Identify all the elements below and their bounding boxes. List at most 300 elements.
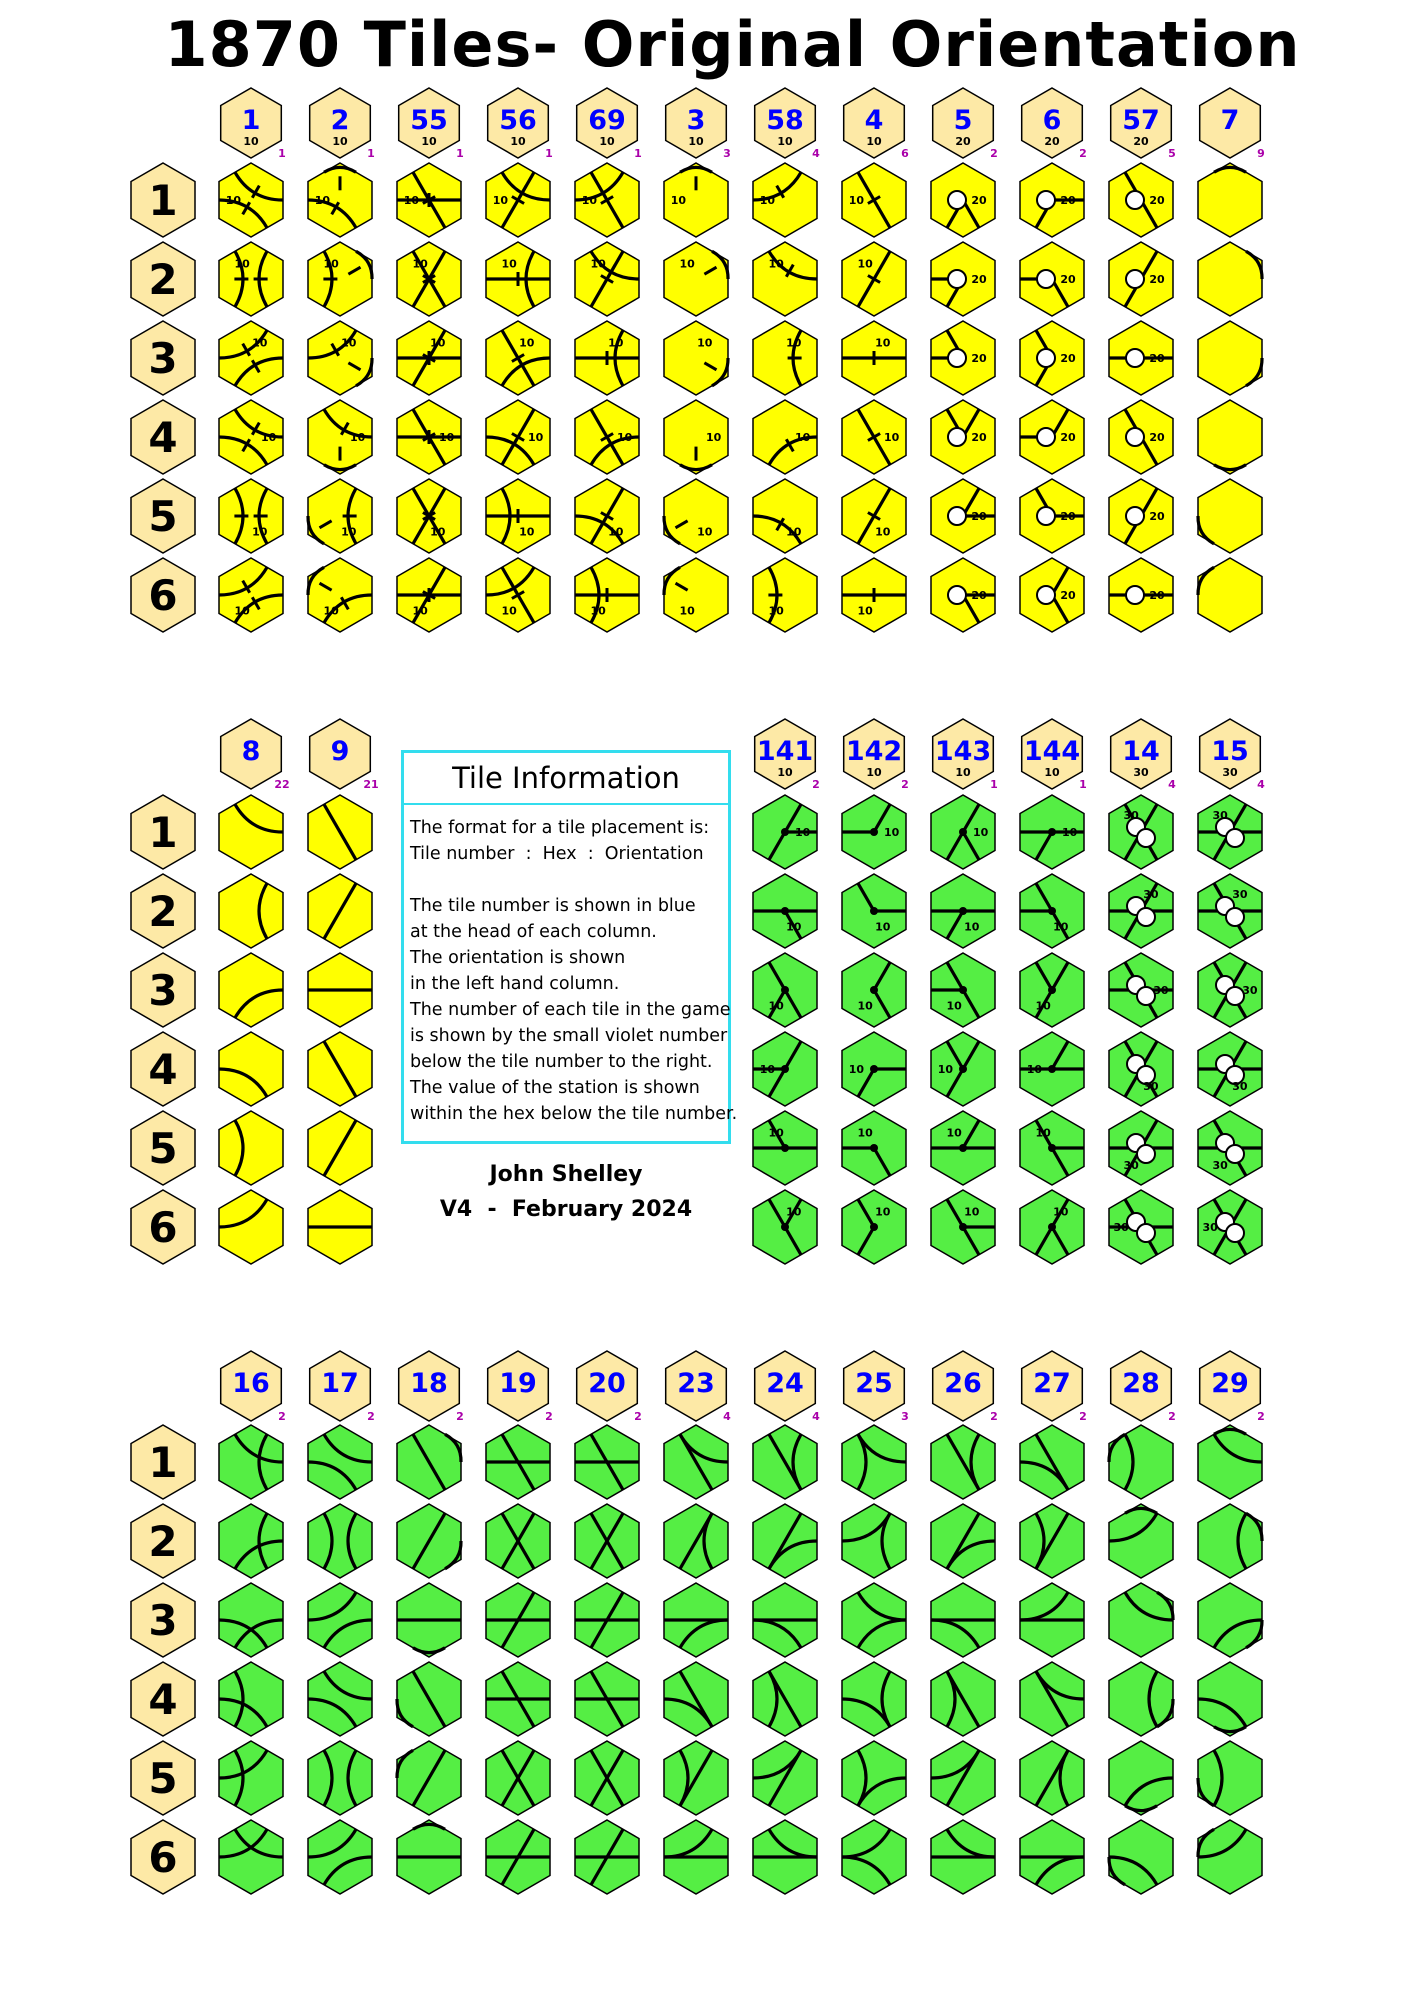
- tile-hex: [308, 1741, 372, 1815]
- station-value: 10: [527, 431, 544, 444]
- tile-header-143: [933, 719, 998, 791]
- station-value: 10: [501, 604, 517, 618]
- station-value: 10: [759, 1063, 776, 1076]
- station-value: 10: [875, 525, 891, 539]
- tile-29-orientation-6: [1198, 1820, 1262, 1894]
- tile-18-orientation-4: [397, 1662, 461, 1736]
- tile-57-orientation-1: [1109, 163, 1173, 237]
- tile-5-orientation-5: [931, 479, 995, 553]
- town-dot: [959, 828, 967, 836]
- tile-number: 24: [766, 1368, 804, 1399]
- tile-header-7: [1200, 88, 1265, 160]
- orientation-number: 4: [148, 1045, 178, 1094]
- tile-8-orientation-4: [219, 1032, 283, 1106]
- station-value: 10: [875, 1205, 891, 1219]
- tile-19-orientation-6: [486, 1820, 550, 1894]
- tile-28-orientation-3: [1109, 1583, 1173, 1657]
- tile-57-orientation-3: [1109, 321, 1173, 395]
- station-value: 10: [972, 826, 989, 839]
- tile-number: 6: [1042, 105, 1062, 136]
- station-value: 10: [946, 1126, 962, 1140]
- tile-count: 1: [1079, 778, 1087, 791]
- tile-58-orientation-6: [753, 558, 817, 632]
- tile-19-orientation-3: [486, 1583, 550, 1657]
- tile-141-orientation-6: [753, 1190, 817, 1264]
- tile-55-orientation-3: [397, 321, 461, 395]
- tile-7-orientation-6: [1198, 558, 1262, 632]
- orientation-label: [131, 874, 195, 948]
- info-line: is shown by the small violet number: [410, 1026, 728, 1046]
- info-line: in the left hand column.: [410, 974, 620, 994]
- station-value: 10: [314, 194, 331, 207]
- city-circle: [1226, 1145, 1244, 1163]
- tile-header-8: [221, 719, 290, 791]
- tile-number: 14: [1122, 736, 1160, 767]
- station-value: 10: [590, 257, 606, 271]
- tile-count: 2: [367, 1410, 375, 1423]
- tile-17-orientation-2: [308, 1504, 372, 1578]
- tile-number: 8: [241, 736, 261, 767]
- orientation-number: 1: [148, 808, 178, 857]
- tile-55-orientation-4: [397, 400, 461, 474]
- station-value: 10: [857, 1126, 873, 1140]
- tile-141-orientation-4: [753, 1032, 817, 1106]
- tile-count: 4: [1257, 778, 1265, 791]
- tile-header-6: [1022, 88, 1087, 160]
- tile-number: 55: [410, 105, 448, 136]
- station-value: 30: [1212, 1159, 1228, 1173]
- info-line: at the head of each column.: [410, 922, 657, 942]
- station-value: 10: [1053, 1205, 1069, 1219]
- tile-count: 2: [1079, 1410, 1087, 1423]
- orientation-number: 2: [148, 887, 178, 936]
- tile-count: 9: [1257, 147, 1265, 160]
- orientation-label: [131, 400, 195, 474]
- tile-14-orientation-1: [1109, 795, 1173, 869]
- tile-14-orientation-2: [1109, 874, 1173, 948]
- orientation-label: [131, 1032, 195, 1106]
- town-dot: [781, 828, 789, 836]
- tile-number: 28: [1122, 1368, 1160, 1399]
- station-value: 20: [1060, 510, 1076, 523]
- tile-number: 29: [1211, 1368, 1249, 1399]
- tile-1-orientation-5: [219, 479, 283, 553]
- station-value: 10: [768, 604, 784, 618]
- tile-143-orientation-2: [931, 874, 995, 948]
- town-dot: [781, 907, 789, 915]
- orientation-number: 1: [148, 1438, 178, 1487]
- station-value: 10: [323, 604, 339, 618]
- author-name: John Shelley: [489, 1162, 643, 1187]
- tile-25-orientation-3: [842, 1583, 906, 1657]
- city-circle: [1126, 428, 1144, 446]
- tile-24-orientation-5: [753, 1741, 817, 1815]
- tile-number: 56: [499, 105, 537, 136]
- tile-57-orientation-6: [1109, 558, 1173, 632]
- tile-number: 18: [410, 1368, 448, 1399]
- tile-hex: [664, 558, 728, 632]
- tile-6-orientation-1: [1020, 163, 1084, 237]
- town-dot: [1048, 1144, 1056, 1152]
- tile-count: 2: [990, 147, 998, 160]
- tile-count: 2: [1168, 1410, 1176, 1423]
- tile-number: 15: [1211, 736, 1249, 767]
- tile-23-orientation-6: [664, 1820, 728, 1894]
- tile-8-orientation-3: [219, 953, 283, 1027]
- tile-26-orientation-6: [931, 1820, 995, 1894]
- city-circle: [1126, 349, 1144, 367]
- station-value: 30: [1113, 1221, 1129, 1234]
- tile-7-orientation-2: [1198, 242, 1262, 316]
- info-line: below the tile number to the right.: [410, 1052, 713, 1072]
- station-value: 10: [688, 135, 704, 148]
- tile-7-orientation-3: [1198, 321, 1262, 395]
- tile-number: 19: [499, 1368, 537, 1399]
- city-circle: [1137, 1224, 1155, 1242]
- tile-header-28: [1111, 1351, 1176, 1423]
- station-value: 20: [1149, 352, 1165, 365]
- tile-hex: [1198, 1504, 1262, 1578]
- tile-144-orientation-1: [1020, 795, 1084, 869]
- tile-18-orientation-1: [397, 1425, 461, 1499]
- tile-144-orientation-5: [1020, 1111, 1084, 1185]
- tile-15-orientation-6: [1198, 1190, 1262, 1264]
- station-value: 10: [875, 336, 891, 350]
- town-dot: [959, 1223, 967, 1231]
- tile-16-orientation-2: [219, 1504, 283, 1578]
- tile-19-orientation-5: [486, 1741, 550, 1815]
- station-value: 20: [971, 431, 987, 444]
- station-value: 10: [768, 1126, 784, 1140]
- tile-8-orientation-2: [219, 874, 283, 948]
- tile-143-orientation-3: [931, 953, 995, 1027]
- tile-29-orientation-4: [1198, 1662, 1262, 1736]
- tile-27-orientation-3: [1020, 1583, 1084, 1657]
- tile-2-orientation-6: [308, 558, 372, 632]
- station-value: 10: [759, 194, 776, 207]
- station-value: 30: [1222, 766, 1238, 779]
- tile-7-orientation-1: [1198, 163, 1262, 237]
- tile-5-orientation-2: [931, 242, 995, 316]
- tile-5-orientation-4: [931, 400, 995, 474]
- town-dot: [959, 907, 967, 915]
- tile-count: 1: [278, 147, 286, 160]
- tile-17-orientation-3: [308, 1583, 372, 1657]
- tile-count: 21: [363, 778, 379, 791]
- station-value: 10: [412, 257, 428, 271]
- tile-9-orientation-5: [308, 1111, 372, 1185]
- station-value: 10: [786, 920, 802, 934]
- tile-count: 22: [274, 778, 290, 791]
- tile-number: 5: [953, 105, 973, 136]
- tile-69-orientation-3: [575, 321, 639, 395]
- tile-27-orientation-5: [1020, 1741, 1084, 1815]
- tile-18-orientation-3: [397, 1583, 461, 1657]
- station-value: 10: [599, 135, 615, 148]
- town-dot: [1048, 1065, 1056, 1073]
- tile-header-23: [666, 1351, 731, 1423]
- orientation-label: [131, 1662, 195, 1736]
- tile-count: 3: [723, 147, 731, 160]
- tile-14-orientation-3: [1109, 953, 1173, 1027]
- tile-19-orientation-4: [486, 1662, 550, 1736]
- tile-4-orientation-3: [842, 321, 906, 395]
- station-value: 10: [697, 336, 713, 350]
- tile-69-orientation-5: [575, 479, 639, 553]
- station-value: 10: [866, 766, 882, 779]
- tile-count: 2: [278, 1410, 286, 1423]
- station-value: 10: [581, 194, 598, 207]
- station-value: 10: [332, 135, 348, 148]
- station-value: 10: [848, 194, 865, 207]
- tile-25-orientation-2: [842, 1504, 906, 1578]
- tile-header-17: [310, 1351, 375, 1423]
- tile-1-orientation-3: [219, 321, 283, 395]
- station-value: 10: [412, 604, 428, 618]
- tile-55-orientation-1: [397, 163, 461, 237]
- tile-number: 16: [232, 1368, 270, 1399]
- info-line: The orientation is shown: [410, 948, 626, 968]
- tile-count: 2: [545, 1410, 553, 1423]
- town-dot: [959, 986, 967, 994]
- city-circle: [948, 428, 966, 446]
- tile-1-orientation-4: [219, 400, 283, 474]
- town-dot: [870, 907, 878, 915]
- station-value: 30: [1242, 984, 1258, 997]
- town-dot: [870, 1144, 878, 1152]
- tile-hex: [1198, 163, 1262, 237]
- station-value: 10: [946, 999, 962, 1013]
- tile-hex: [753, 321, 817, 395]
- orientation-number: 3: [148, 334, 178, 383]
- tile-count: 2: [1079, 147, 1087, 160]
- tile-number: 58: [766, 105, 804, 136]
- station-value: 10: [1061, 826, 1078, 839]
- tile-header-27: [1022, 1351, 1087, 1423]
- tile-4-orientation-5: [842, 479, 906, 553]
- tile-4-orientation-2: [842, 242, 906, 316]
- tile-9-orientation-4: [308, 1032, 372, 1106]
- station-value: 10: [679, 604, 695, 618]
- orientation-number: 2: [148, 1517, 178, 1566]
- tile-26-orientation-3: [931, 1583, 995, 1657]
- tile-count: 2: [634, 1410, 642, 1423]
- station-value: 10: [616, 431, 633, 444]
- orientation-label: [131, 953, 195, 1027]
- city-circle: [948, 349, 966, 367]
- tile-header-25: [844, 1351, 909, 1423]
- city-circle: [1137, 829, 1155, 847]
- station-value: 20: [1060, 431, 1076, 444]
- tile-hex: [1109, 1425, 1173, 1499]
- city-circle: [948, 586, 966, 604]
- station-value: 10: [679, 257, 695, 271]
- tile-hex: [1198, 400, 1262, 474]
- station-value: 10: [875, 920, 891, 934]
- tile-count: 1: [456, 147, 464, 160]
- tile-58-orientation-3: [753, 321, 817, 395]
- station-value: 10: [323, 257, 339, 271]
- tile-3-orientation-2: [664, 242, 728, 316]
- tile-hex: [308, 479, 372, 553]
- town-dot: [870, 1223, 878, 1231]
- tile-69-orientation-4: [575, 400, 639, 474]
- tile-1-orientation-6: [219, 558, 283, 632]
- town-dot: [781, 1065, 789, 1073]
- orientation-number: 6: [148, 1833, 178, 1882]
- tile-28-orientation-1: [1109, 1425, 1173, 1499]
- station-value: 20: [971, 352, 987, 365]
- tile-20-orientation-3: [575, 1583, 639, 1657]
- tile-4-orientation-4: [842, 400, 906, 474]
- tile-20-orientation-6: [575, 1820, 639, 1894]
- tile-144-orientation-2: [1020, 874, 1084, 948]
- station-value: 10: [501, 257, 517, 271]
- station-value: 20: [971, 510, 987, 523]
- tile-142-orientation-2: [842, 874, 906, 948]
- tile-header-29: [1200, 1351, 1265, 1423]
- station-value: 20: [1044, 135, 1060, 148]
- tile-69-orientation-1: [575, 163, 639, 237]
- town-dot: [1048, 986, 1056, 994]
- station-value: 10: [1044, 766, 1060, 779]
- tile-number: 7: [1220, 105, 1240, 136]
- station-value: 10: [857, 999, 873, 1013]
- tile-number: 25: [855, 1368, 893, 1399]
- info-body: [404, 805, 738, 1127]
- town-dot: [1048, 1223, 1056, 1231]
- info-line: The value of the station is shown: [410, 1078, 700, 1098]
- tile-24-orientation-4: [753, 1662, 817, 1736]
- tile-25-orientation-6: [842, 1820, 906, 1894]
- station-value: 30: [1153, 984, 1169, 997]
- station-value: 20: [971, 273, 987, 286]
- station-value: 10: [777, 135, 793, 148]
- tile-16-orientation-3: [219, 1583, 283, 1657]
- station-value: 10: [225, 194, 242, 207]
- station-value: 10: [608, 525, 624, 539]
- orientation-number: 5: [148, 1754, 178, 1803]
- station-value: 30: [1143, 887, 1159, 901]
- tile-19-orientation-1: [486, 1425, 550, 1499]
- tile-count: 1: [545, 147, 553, 160]
- tile-142-orientation-6: [842, 1190, 906, 1264]
- tile-hex: [308, 1504, 372, 1578]
- tile-25-orientation-5: [842, 1741, 906, 1815]
- tile-number: 9: [330, 736, 350, 767]
- tile-28-orientation-5: [1109, 1741, 1173, 1815]
- station-value: 10: [519, 525, 535, 539]
- orientation-label: [131, 1820, 195, 1894]
- tile-6-orientation-4: [1020, 400, 1084, 474]
- tile-17-orientation-6: [308, 1820, 372, 1894]
- tile-count: 1: [367, 147, 375, 160]
- page-title: 1870 Tiles- Original Orientation: [164, 8, 1301, 81]
- tile-count: 2: [901, 778, 909, 791]
- station-value: 10: [777, 766, 793, 779]
- tile-header-1: [221, 88, 286, 160]
- station-value: 10: [421, 135, 437, 148]
- station-value: 10: [260, 431, 277, 444]
- tile-58-orientation-2: [753, 242, 817, 316]
- tile-29-orientation-3: [1198, 1583, 1262, 1657]
- version-date: V4 - February 2024: [439, 1197, 693, 1222]
- tile-number: 2: [330, 105, 350, 136]
- tile-hex: [1198, 1741, 1262, 1815]
- city-circle: [948, 507, 966, 525]
- tile-number: 20: [588, 1368, 626, 1399]
- tile-number: 4: [864, 105, 884, 136]
- orientation-number: 1: [148, 176, 178, 225]
- orientation-label: [131, 479, 195, 553]
- tile-hex: [219, 242, 283, 316]
- station-value: 10: [955, 766, 971, 779]
- town-dot: [870, 1065, 878, 1073]
- tile-24-orientation-3: [753, 1583, 817, 1657]
- tile-header-19: [488, 1351, 553, 1423]
- station-value: 10: [234, 257, 250, 271]
- station-value: 20: [1149, 194, 1165, 207]
- city-circle: [1137, 908, 1155, 926]
- tile-29-orientation-1: [1198, 1425, 1262, 1499]
- station-value: 10: [430, 525, 446, 539]
- tile-hex: [1109, 1662, 1173, 1736]
- tile-58-orientation-5: [753, 479, 817, 553]
- tile-142-orientation-1: [842, 795, 906, 869]
- info-line: The tile number is shown in blue: [410, 896, 696, 916]
- tile-56-orientation-1: [486, 163, 550, 237]
- town-dot: [959, 1065, 967, 1073]
- tile-9-orientation-3: [308, 953, 372, 1027]
- tile-3-orientation-3: [664, 321, 728, 395]
- tile-23-orientation-2: [664, 1504, 728, 1578]
- tile-8-orientation-5: [219, 1111, 283, 1185]
- orientation-label: [131, 795, 195, 869]
- tile-count: 2: [990, 1410, 998, 1423]
- tile-28-orientation-4: [1109, 1662, 1173, 1736]
- station-value: 10: [590, 604, 606, 618]
- tile-15-orientation-1: [1198, 795, 1262, 869]
- station-value: 10: [794, 431, 811, 444]
- station-value: 30: [1202, 1221, 1218, 1234]
- tile-28-orientation-2: [1109, 1504, 1173, 1578]
- orientation-label: [131, 1504, 195, 1578]
- tile-142-orientation-3: [842, 953, 906, 1027]
- station-value: 10: [1035, 1126, 1051, 1140]
- station-value: 30: [1143, 1080, 1159, 1094]
- tile-header-2: [310, 88, 375, 160]
- info-line: The number of each tile in the game: [410, 1000, 731, 1020]
- city-circle: [1126, 191, 1144, 209]
- tile-16-orientation-5: [219, 1741, 283, 1815]
- city-circle: [1037, 507, 1055, 525]
- town-dot: [1048, 907, 1056, 915]
- station-value: 10: [794, 826, 811, 839]
- tile-header-69: [577, 88, 642, 160]
- station-value: 10: [341, 525, 357, 539]
- city-circle: [948, 191, 966, 209]
- tile-number: 17: [321, 1368, 359, 1399]
- tile-17-orientation-5: [308, 1741, 372, 1815]
- station-value: 10: [243, 135, 259, 148]
- tile-header-20: [577, 1351, 642, 1423]
- tile-144-orientation-6: [1020, 1190, 1084, 1264]
- tile-16-orientation-6: [219, 1820, 283, 1894]
- station-value: 10: [937, 1063, 954, 1076]
- tile-count: 1: [990, 778, 998, 791]
- city-circle: [1037, 270, 1055, 288]
- orientation-label: [131, 1425, 195, 1499]
